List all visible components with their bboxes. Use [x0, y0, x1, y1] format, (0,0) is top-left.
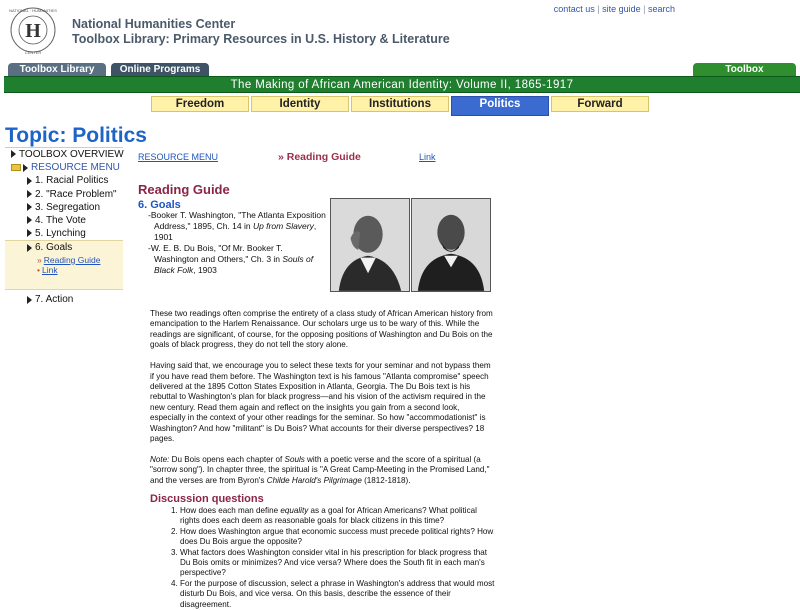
crumb-reading-guide: » Reading Guide	[278, 151, 361, 163]
sidebar-sub-link[interactable]: • Link	[37, 264, 58, 275]
sidebar-item-label: 2. "Race Problem"	[35, 188, 117, 200]
sidebar-item-label: 7. Action	[35, 294, 74, 306]
sidebar-resource-menu[interactable]	[5, 161, 123, 174]
sidebar-item-label: 4. The Vote	[35, 214, 86, 226]
svg-text:CENTER: CENTER	[24, 50, 42, 55]
list-item: 4. For the purpose of discussion, select a phrase in Washington's address that would most disturb Du Bois, and vice versa. On this basis, describe the essence of their disagreement.	[171, 578, 495, 609]
sidebar-item-label: 6. Goals	[35, 242, 73, 254]
crumb-link[interactable]: Link	[419, 152, 436, 162]
sidebar-sub-reading-guide[interactable]: » Reading Guide	[37, 254, 101, 265]
site-subtitle: Toolbox Library: Primary Resources in U.S. History & Literature	[72, 32, 450, 46]
sidebar-item-label: 5. Lynching	[35, 228, 86, 240]
tab-institutions[interactable]: Institutions	[351, 96, 449, 112]
search-link[interactable]: search	[647, 4, 675, 14]
org-header	[72, 17, 450, 47]
tab-forward[interactable]: Forward	[551, 96, 649, 112]
reading-guide-heading: Reading Guide	[138, 182, 230, 197]
paragraph: Having said that, we encourage you to select these texts for your seminar and not bypass them if you have read them before. The Washington text is his famous "Atlanta compromise" speech delivered at the 1895 Cotton States Exposition in Atlanta, Georgia. The Du Bois text is his rebuttal to Washington's plan for black progress—and his vision of the activism required in the new century. Read them again and reflect on the insights you gain from a second look, especially in the context of your other readings for the seminar. So how "accommodationist" is Washington? And how "militant" is Du Bois? What accounts for their diverse perspectives? 18 pages.	[150, 361, 491, 443]
dubois-portrait	[411, 198, 491, 292]
nhc-logo[interactable]	[8, 4, 58, 56]
tab-identity[interactable]: Identity	[251, 96, 349, 112]
sidebar-item-label: 1. Racial Politics	[35, 175, 109, 187]
folder-icon	[11, 164, 21, 171]
svg-text:H: H	[25, 20, 41, 42]
list-item: 2. How does Washington argue that economic success must precede political rights? How does Du Bois argue the opposite?	[171, 526, 494, 547]
contact-link[interactable]: contact us	[553, 4, 595, 14]
sidebar-sub-label: Reading Guide	[43, 254, 101, 265]
tab-freedom[interactable]: Freedom	[151, 96, 249, 112]
banner	[4, 76, 800, 93]
sidebar-item-segregation[interactable]	[5, 201, 123, 214]
sidebar-item-lynching[interactable]	[5, 227, 123, 240]
arrow-right-icon	[27, 177, 32, 185]
arrow-right-icon	[27, 244, 32, 252]
sidebar-item-the-vote[interactable]	[5, 214, 123, 227]
list-item: 1. How does each man define equality as a goal for African Americans? What political rights does each deem as reasonable goals for black citizens in this time?	[171, 506, 477, 526]
paragraph: These two readings often comprise the entirety of a class study of African American history from emancipation to the Harlem Renaissance. Our scholars urge us to be wary of this. While the readings are significant, of course, for the opposing positions of Washington and Du Bois on the goals of black progress, they do not tell the story alone.	[150, 309, 493, 350]
note-paragraph: Note: Du Bois opens each chapter of Souls with a poetic verse and the score of a spiritual (a "sorrow song"). In chapter three, the spiritual is "A Great Camp-Meeting in the Promised Land," and the verses are from Byron's Childe Harold's Pilgrimage (1812-1818).	[150, 454, 490, 485]
tab-toolbox[interactable]: Toolbox	[693, 63, 796, 76]
svg-text:NATIONAL · HUMANITIES: NATIONAL · HUMANITIES	[9, 8, 57, 13]
site-guide-link[interactable]: site guide	[602, 4, 641, 14]
sidebar-item-action[interactable]	[5, 293, 123, 306]
arrow-right-icon	[23, 164, 28, 172]
arrow-right-icon	[27, 229, 32, 237]
utility-links: contact us | site guide | search	[553, 4, 675, 14]
sidebar-sub-label: Link	[41, 264, 58, 275]
sidebar-item-label: TOOLBOX OVERVIEW	[19, 149, 124, 160]
list-item: 3. What factors does Washington consider vital in his prescription for black progress that Du Bois omits or minimizes? And vice versa? Where does the South fit in each man's perspective?	[171, 547, 487, 578]
sidebar-item-goals[interactable]	[5, 241, 123, 254]
arrow-right-icon	[11, 150, 16, 158]
discussion-list	[171, 506, 495, 610]
sidebar	[5, 147, 123, 307]
citations	[148, 210, 328, 276]
tab-online-programs[interactable]: Online Programs	[111, 63, 209, 76]
arrow-right-icon	[27, 203, 32, 211]
arrow-right-icon	[27, 190, 32, 198]
sidebar-item-race-problem[interactable]	[5, 188, 123, 201]
sidebar-item-racial-politics[interactable]	[5, 174, 123, 187]
tab-toolbox-library[interactable]: Toolbox Library	[8, 63, 106, 76]
crumb-resource-menu[interactable]: RESOURCE MENU	[138, 152, 219, 162]
tab-politics[interactable]: Politics	[451, 96, 549, 116]
main-text	[150, 309, 495, 497]
banner-title: The Making of African American Identity: Volume II, 1865-1917	[230, 79, 574, 91]
arrow-right-icon	[27, 296, 32, 304]
discussion-heading: Discussion questions	[150, 493, 264, 505]
sidebar-item-label: 3. Segregation	[35, 201, 101, 213]
sidebar-item-label: RESOURCE MENU	[31, 162, 120, 174]
page-title: Topic: Politics	[5, 124, 147, 147]
org-name: National Humanities Center	[72, 17, 236, 31]
citation-dubois: -W. E. B. Du Bois, "Of Mr. Booker T. Washington and Others," Ch. 3 in Souls of Black Folk, 1903	[148, 243, 314, 275]
section-heading: 6. Goals	[138, 199, 181, 211]
sidebar-goals-group	[5, 240, 123, 290]
washington-portrait	[330, 198, 410, 292]
sidebar-toolbox-overview[interactable]	[5, 148, 123, 161]
arrow-right-icon	[27, 216, 32, 224]
citation-washington: -Booker T. Washington, "The Atlanta Exposition Address," 1895, Ch. 14 in Up from Slavery, 1901	[148, 210, 326, 242]
